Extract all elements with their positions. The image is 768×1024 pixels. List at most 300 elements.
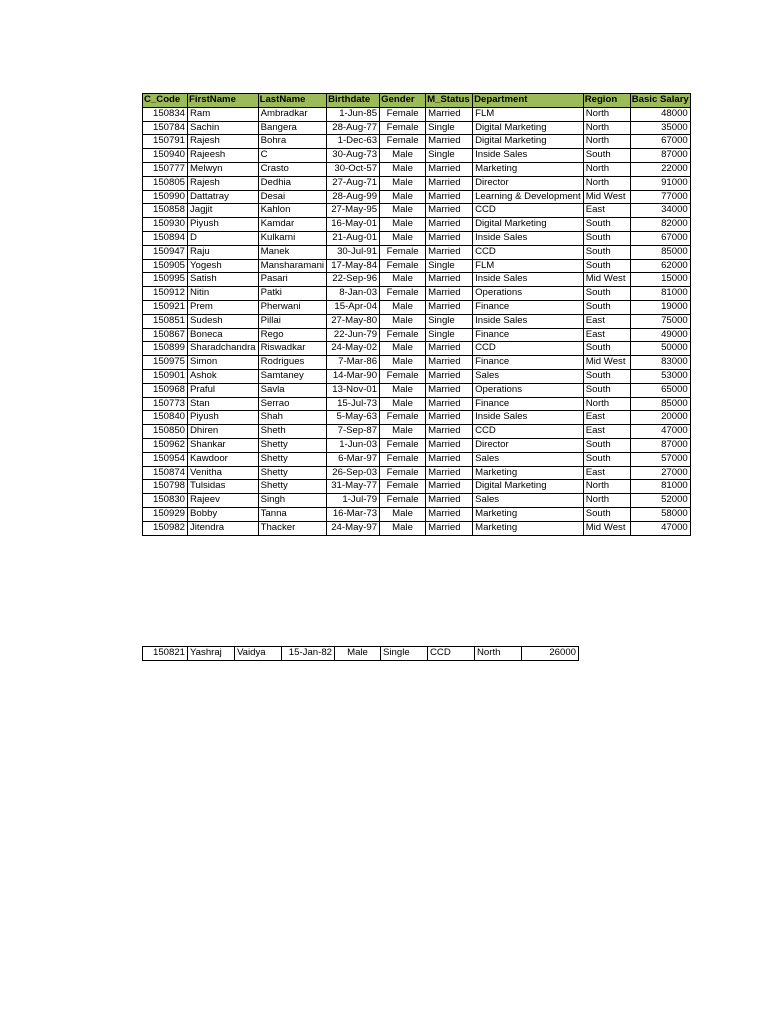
lastname-cell[interactable]: Manek: [258, 245, 326, 259]
gender-cell[interactable]: Female: [380, 135, 426, 149]
c-code-cell[interactable]: 150995: [143, 273, 188, 287]
m-status-cell[interactable]: Single: [426, 328, 473, 342]
firstname-cell[interactable]: Satish: [188, 273, 259, 287]
lastname-cell[interactable]: Mansharamani: [258, 259, 326, 273]
firstname-cell[interactable]: Yashraj: [188, 647, 235, 661]
birthdate-cell[interactable]: 17-May-84: [327, 259, 380, 273]
lastname-cell[interactable]: Samtaney: [258, 369, 326, 383]
birthdate-cell[interactable]: 7-Mar-86: [327, 356, 380, 370]
birthdate-cell[interactable]: 5-May-63: [327, 411, 380, 425]
birthdate-cell[interactable]: 16-May-01: [327, 218, 380, 232]
basic-salary-cell[interactable]: 67000: [630, 231, 690, 245]
firstname-cell[interactable]: Venitha: [188, 466, 259, 480]
gender-cell[interactable]: Female: [380, 259, 426, 273]
department-cell[interactable]: Finance: [473, 328, 584, 342]
c-code-cell[interactable]: 150874: [143, 466, 188, 480]
basic-salary-cell[interactable]: 81000: [630, 480, 690, 494]
basic-salary-cell[interactable]: 52000: [630, 494, 690, 508]
gender-cell[interactable]: Male: [380, 218, 426, 232]
department-cell[interactable]: Director: [473, 438, 584, 452]
m-status-cell[interactable]: Married: [426, 411, 473, 425]
basic-salary-cell[interactable]: 65000: [630, 383, 690, 397]
gender-cell[interactable]: Male: [380, 162, 426, 176]
department-cell[interactable]: CCD: [473, 245, 584, 259]
firstname-cell[interactable]: Dhiren: [188, 425, 259, 439]
lastname-cell[interactable]: Kulkarni: [258, 231, 326, 245]
region-cell[interactable]: North: [583, 121, 630, 135]
gender-cell[interactable]: Male: [380, 176, 426, 190]
gender-cell[interactable]: Male: [380, 231, 426, 245]
basic-salary-cell[interactable]: 50000: [630, 342, 690, 356]
birthdate-cell[interactable]: 1-Dec-63: [327, 135, 380, 149]
c-code-cell[interactable]: 150805: [143, 176, 188, 190]
m-status-cell[interactable]: Married: [426, 245, 473, 259]
gender-cell[interactable]: Female: [380, 328, 426, 342]
gender-cell[interactable]: Female: [380, 480, 426, 494]
basic-salary-cell[interactable]: 67000: [630, 135, 690, 149]
basic-salary-cell[interactable]: 27000: [630, 466, 690, 480]
c-code-cell[interactable]: 150858: [143, 204, 188, 218]
m-status-cell[interactable]: Married: [426, 273, 473, 287]
basic-salary-cell[interactable]: 77000: [630, 190, 690, 204]
gender-cell[interactable]: Male: [380, 397, 426, 411]
basic-salary-cell[interactable]: 82000: [630, 218, 690, 232]
column-header-firstname[interactable]: FirstName: [188, 94, 259, 108]
firstname-cell[interactable]: Tulsidas: [188, 480, 259, 494]
m-status-cell[interactable]: Married: [426, 369, 473, 383]
department-cell[interactable]: Director: [473, 176, 584, 190]
department-cell[interactable]: Marketing: [473, 466, 584, 480]
birthdate-cell[interactable]: 1-Jun-85: [327, 107, 380, 121]
firstname-cell[interactable]: Raju: [188, 245, 259, 259]
region-cell[interactable]: South: [583, 231, 630, 245]
m-status-cell[interactable]: Married: [426, 300, 473, 314]
lastname-cell[interactable]: Serrao: [258, 397, 326, 411]
gender-cell[interactable]: Male: [380, 190, 426, 204]
gender-cell[interactable]: Male: [380, 149, 426, 163]
firstname-cell[interactable]: Simon: [188, 356, 259, 370]
firstname-cell[interactable]: Rajesh: [188, 176, 259, 190]
gender-cell[interactable]: Female: [380, 369, 426, 383]
basic-salary-cell[interactable]: 75000: [630, 314, 690, 328]
gender-cell[interactable]: Male: [380, 300, 426, 314]
lastname-cell[interactable]: Kahlon: [258, 204, 326, 218]
region-cell[interactable]: South: [583, 245, 630, 259]
lastname-cell[interactable]: Pherwani: [258, 300, 326, 314]
firstname-cell[interactable]: Rajeesh: [188, 149, 259, 163]
c-code-cell[interactable]: 150929: [143, 507, 188, 521]
basic-salary-cell[interactable]: 57000: [630, 452, 690, 466]
column-header-lastname[interactable]: LastName: [258, 94, 326, 108]
c-code-cell[interactable]: 150851: [143, 314, 188, 328]
column-header-basic-salary[interactable]: Basic Salary: [630, 94, 690, 108]
lastname-cell[interactable]: Ambradkar: [258, 107, 326, 121]
firstname-cell[interactable]: Nitin: [188, 287, 259, 301]
m-status-cell[interactable]: Married: [426, 135, 473, 149]
gender-cell[interactable]: Female: [380, 107, 426, 121]
department-cell[interactable]: Inside Sales: [473, 314, 584, 328]
department-cell[interactable]: Inside Sales: [473, 273, 584, 287]
department-cell[interactable]: Marketing: [473, 507, 584, 521]
basic-salary-cell[interactable]: 62000: [630, 259, 690, 273]
lastname-cell[interactable]: Riswadkar: [258, 342, 326, 356]
department-cell[interactable]: Digital Marketing: [473, 135, 584, 149]
region-cell[interactable]: South: [583, 287, 630, 301]
basic-salary-cell[interactable]: 47000: [630, 425, 690, 439]
region-cell[interactable]: East: [583, 425, 630, 439]
region-cell[interactable]: South: [583, 383, 630, 397]
department-cell[interactable]: Finance: [473, 300, 584, 314]
birthdate-cell[interactable]: 30-Aug-73: [327, 149, 380, 163]
region-cell[interactable]: North: [583, 480, 630, 494]
department-cell[interactable]: Finance: [473, 397, 584, 411]
region-cell[interactable]: South: [583, 452, 630, 466]
lastname-cell[interactable]: Thacker: [258, 521, 326, 535]
c-code-cell[interactable]: 150930: [143, 218, 188, 232]
department-cell[interactable]: Marketing: [473, 162, 584, 176]
c-code-cell[interactable]: 150773: [143, 397, 188, 411]
gender-cell[interactable]: Female: [380, 494, 426, 508]
basic-salary-cell[interactable]: 19000: [630, 300, 690, 314]
lastname-cell[interactable]: Bohra: [258, 135, 326, 149]
birthdate-cell[interactable]: 16-Mar-73: [327, 507, 380, 521]
c-code-cell[interactable]: 150899: [143, 342, 188, 356]
gender-cell[interactable]: Male: [380, 342, 426, 356]
department-cell[interactable]: Sales: [473, 452, 584, 466]
basic-salary-cell[interactable]: 22000: [630, 162, 690, 176]
m-status-cell[interactable]: Married: [426, 287, 473, 301]
column-header-m-status[interactable]: M_Status: [426, 94, 473, 108]
department-cell[interactable]: Digital Marketing: [473, 480, 584, 494]
m-status-cell[interactable]: Married: [426, 397, 473, 411]
department-cell[interactable]: Digital Marketing: [473, 218, 584, 232]
birthdate-cell[interactable]: 22-Jun-79: [327, 328, 380, 342]
firstname-cell[interactable]: Sudesh: [188, 314, 259, 328]
region-cell[interactable]: North: [583, 107, 630, 121]
basic-salary-cell[interactable]: 35000: [630, 121, 690, 135]
c-code-cell[interactable]: 150798: [143, 480, 188, 494]
region-cell[interactable]: East: [583, 314, 630, 328]
region-cell[interactable]: South: [583, 342, 630, 356]
lastname-cell[interactable]: Shetty: [258, 452, 326, 466]
firstname-cell[interactable]: Sachin: [188, 121, 259, 135]
birthdate-cell[interactable]: 31-May-77: [327, 480, 380, 494]
gender-cell[interactable]: Female: [380, 452, 426, 466]
c-code-cell[interactable]: 150982: [143, 521, 188, 535]
m-status-cell[interactable]: Single: [426, 149, 473, 163]
c-code-cell[interactable]: 150975: [143, 356, 188, 370]
c-code-cell[interactable]: 150962: [143, 438, 188, 452]
c-code-cell[interactable]: 150990: [143, 190, 188, 204]
gender-cell[interactable]: Male: [380, 507, 426, 521]
m-status-cell[interactable]: Married: [426, 342, 473, 356]
lastname-cell[interactable]: Desai: [258, 190, 326, 204]
gender-cell[interactable]: Female: [380, 245, 426, 259]
c-code-cell[interactable]: 150901: [143, 369, 188, 383]
department-cell[interactable]: CCD: [473, 204, 584, 218]
c-code-cell[interactable]: 150821: [143, 647, 188, 661]
c-code-cell[interactable]: 150894: [143, 231, 188, 245]
region-cell[interactable]: Mid West: [583, 356, 630, 370]
basic-salary-cell[interactable]: 34000: [630, 204, 690, 218]
birthdate-cell[interactable]: 30-Oct-57: [327, 162, 380, 176]
birthdate-cell[interactable]: 1-Jun-03: [327, 438, 380, 452]
birthdate-cell[interactable]: 24-May-02: [327, 342, 380, 356]
firstname-cell[interactable]: Jitendra: [188, 521, 259, 535]
department-cell[interactable]: Inside Sales: [473, 231, 584, 245]
lastname-cell[interactable]: Rego: [258, 328, 326, 342]
department-cell[interactable]: FLM: [473, 107, 584, 121]
c-code-cell[interactable]: 150784: [143, 121, 188, 135]
birthdate-cell[interactable]: 1-Jul-79: [327, 494, 380, 508]
department-cell[interactable]: CCD: [428, 647, 475, 661]
region-cell[interactable]: East: [583, 411, 630, 425]
firstname-cell[interactable]: Boneca: [188, 328, 259, 342]
lastname-cell[interactable]: Shetty: [258, 466, 326, 480]
m-status-cell[interactable]: Married: [426, 204, 473, 218]
basic-salary-cell[interactable]: 53000: [630, 369, 690, 383]
region-cell[interactable]: North: [583, 176, 630, 190]
region-cell[interactable]: South: [583, 507, 630, 521]
birthdate-cell[interactable]: 7-Sep-87: [327, 425, 380, 439]
gender-cell[interactable]: Male: [380, 383, 426, 397]
m-status-cell[interactable]: Single: [381, 647, 428, 661]
basic-salary-cell[interactable]: 83000: [630, 356, 690, 370]
region-cell[interactable]: South: [583, 300, 630, 314]
c-code-cell[interactable]: 150830: [143, 494, 188, 508]
basic-salary-cell[interactable]: 48000: [630, 107, 690, 121]
c-code-cell[interactable]: 150850: [143, 425, 188, 439]
lastname-cell[interactable]: Dedhia: [258, 176, 326, 190]
c-code-cell[interactable]: 150954: [143, 452, 188, 466]
department-cell[interactable]: Digital Marketing: [473, 121, 584, 135]
gender-cell[interactable]: Male: [380, 356, 426, 370]
firstname-cell[interactable]: Melwyn: [188, 162, 259, 176]
column-header-c-code[interactable]: C_Code: [143, 94, 188, 108]
firstname-cell[interactable]: Piyush: [188, 411, 259, 425]
firstname-cell[interactable]: Ashok: [188, 369, 259, 383]
region-cell[interactable]: Mid West: [583, 190, 630, 204]
firstname-cell[interactable]: Yogesh: [188, 259, 259, 273]
department-cell[interactable]: Sales: [473, 369, 584, 383]
department-cell[interactable]: Operations: [473, 383, 584, 397]
m-status-cell[interactable]: Married: [426, 466, 473, 480]
column-header-birthdate[interactable]: Birthdate: [327, 94, 380, 108]
region-cell[interactable]: South: [583, 259, 630, 273]
region-cell[interactable]: North: [583, 397, 630, 411]
m-status-cell[interactable]: Single: [426, 314, 473, 328]
birthdate-cell[interactable]: 15-Jul-73: [327, 397, 380, 411]
basic-salary-cell[interactable]: 26000: [522, 647, 579, 661]
firstname-cell[interactable]: Kawdoor: [188, 452, 259, 466]
department-cell[interactable]: Operations: [473, 287, 584, 301]
lastname-cell[interactable]: Crasto: [258, 162, 326, 176]
firstname-cell[interactable]: Rajeev: [188, 494, 259, 508]
firstname-cell[interactable]: Sharadchandra: [188, 342, 259, 356]
m-status-cell[interactable]: Married: [426, 507, 473, 521]
firstname-cell[interactable]: Jagjit: [188, 204, 259, 218]
firstname-cell[interactable]: Bobby: [188, 507, 259, 521]
birthdate-cell[interactable]: 14-Mar-90: [327, 369, 380, 383]
column-header-region[interactable]: Region: [583, 94, 630, 108]
lastname-cell[interactable]: Singh: [258, 494, 326, 508]
m-status-cell[interactable]: Married: [426, 494, 473, 508]
birthdate-cell[interactable]: 27-May-80: [327, 314, 380, 328]
gender-cell[interactable]: Female: [380, 466, 426, 480]
c-code-cell[interactable]: 150777: [143, 162, 188, 176]
department-cell[interactable]: Marketing: [473, 521, 584, 535]
firstname-cell[interactable]: Piyush: [188, 218, 259, 232]
basic-salary-cell[interactable]: 91000: [630, 176, 690, 190]
m-status-cell[interactable]: Married: [426, 107, 473, 121]
lastname-cell[interactable]: Patki: [258, 287, 326, 301]
basic-salary-cell[interactable]: 58000: [630, 507, 690, 521]
c-code-cell[interactable]: 150840: [143, 411, 188, 425]
basic-salary-cell[interactable]: 87000: [630, 149, 690, 163]
birthdate-cell[interactable]: 21-Aug-01: [327, 231, 380, 245]
lastname-cell[interactable]: Bangera: [258, 121, 326, 135]
region-cell[interactable]: Mid West: [583, 273, 630, 287]
m-status-cell[interactable]: Married: [426, 521, 473, 535]
gender-cell[interactable]: Male: [380, 425, 426, 439]
basic-salary-cell[interactable]: 20000: [630, 411, 690, 425]
region-cell[interactable]: East: [583, 328, 630, 342]
c-code-cell[interactable]: 150968: [143, 383, 188, 397]
m-status-cell[interactable]: Married: [426, 218, 473, 232]
basic-salary-cell[interactable]: 47000: [630, 521, 690, 535]
firstname-cell[interactable]: Shankar: [188, 438, 259, 452]
lastname-cell[interactable]: Rodrigues: [258, 356, 326, 370]
m-status-cell[interactable]: Married: [426, 480, 473, 494]
firstname-cell[interactable]: Ram: [188, 107, 259, 121]
lastname-cell[interactable]: Shah: [258, 411, 326, 425]
m-status-cell[interactable]: Married: [426, 383, 473, 397]
firstname-cell[interactable]: Stan: [188, 397, 259, 411]
c-code-cell[interactable]: 150791: [143, 135, 188, 149]
m-status-cell[interactable]: Married: [426, 190, 473, 204]
lastname-cell[interactable]: Savla: [258, 383, 326, 397]
birthdate-cell[interactable]: 28-Aug-77: [327, 121, 380, 135]
birthdate-cell[interactable]: 15-Jan-82: [282, 647, 335, 661]
birthdate-cell[interactable]: 22-Sep-96: [327, 273, 380, 287]
column-header-gender[interactable]: Gender: [380, 94, 426, 108]
gender-cell[interactable]: Male: [380, 204, 426, 218]
c-code-cell[interactable]: 150905: [143, 259, 188, 273]
lastname-cell[interactable]: Sheth: [258, 425, 326, 439]
birthdate-cell[interactable]: 27-May-95: [327, 204, 380, 218]
basic-salary-cell[interactable]: 49000: [630, 328, 690, 342]
gender-cell[interactable]: Female: [380, 411, 426, 425]
region-cell[interactable]: South: [583, 218, 630, 232]
birthdate-cell[interactable]: 8-Jan-03: [327, 287, 380, 301]
extra-table-body: [143, 647, 579, 661]
m-status-cell[interactable]: Married: [426, 425, 473, 439]
lastname-cell[interactable]: Pasari: [258, 273, 326, 287]
department-cell[interactable]: Inside Sales: [473, 411, 584, 425]
firstname-cell[interactable]: Rajesh: [188, 135, 259, 149]
firstname-cell[interactable]: Dattatray: [188, 190, 259, 204]
gender-cell[interactable]: Male: [380, 314, 426, 328]
m-status-cell[interactable]: Married: [426, 162, 473, 176]
lastname-cell[interactable]: Shetty: [258, 438, 326, 452]
department-cell[interactable]: Inside Sales: [473, 149, 584, 163]
basic-salary-cell[interactable]: 15000: [630, 273, 690, 287]
birthdate-cell[interactable]: 28-Aug-99: [327, 190, 380, 204]
basic-salary-cell[interactable]: 81000: [630, 287, 690, 301]
m-status-cell[interactable]: Married: [426, 452, 473, 466]
department-cell[interactable]: Learning & Development: [473, 190, 584, 204]
gender-cell[interactable]: Male: [335, 647, 381, 661]
department-cell[interactable]: CCD: [473, 342, 584, 356]
firstname-cell[interactable]: Prem: [188, 300, 259, 314]
birthdate-cell[interactable]: 6-Mar-97: [327, 452, 380, 466]
region-cell[interactable]: South: [583, 438, 630, 452]
gender-cell[interactable]: Male: [380, 521, 426, 535]
lastname-cell[interactable]: Tanna: [258, 507, 326, 521]
m-status-cell[interactable]: Married: [426, 356, 473, 370]
basic-salary-cell[interactable]: 85000: [630, 397, 690, 411]
m-status-cell[interactable]: Married: [426, 438, 473, 452]
birthdate-cell[interactable]: 24-May-97: [327, 521, 380, 535]
birthdate-cell[interactable]: 27-Aug-71: [327, 176, 380, 190]
c-code-cell[interactable]: 150912: [143, 287, 188, 301]
firstname-cell[interactable]: Praful: [188, 383, 259, 397]
c-code-cell[interactable]: 150834: [143, 107, 188, 121]
birthdate-cell[interactable]: 15-Apr-04: [327, 300, 380, 314]
region-cell[interactable]: North: [583, 494, 630, 508]
region-cell[interactable]: East: [583, 204, 630, 218]
lastname-cell[interactable]: Shetty: [258, 480, 326, 494]
birthdate-cell[interactable]: 26-Sep-03: [327, 466, 380, 480]
department-cell[interactable]: Finance: [473, 356, 584, 370]
gender-cell[interactable]: Female: [380, 287, 426, 301]
c-code-cell[interactable]: 150921: [143, 300, 188, 314]
region-cell[interactable]: East: [583, 466, 630, 480]
region-cell[interactable]: South: [583, 369, 630, 383]
firstname-cell[interactable]: D: [188, 231, 259, 245]
department-cell[interactable]: Sales: [473, 494, 584, 508]
birthdate-cell[interactable]: 13-Nov-01: [327, 383, 380, 397]
m-status-cell[interactable]: Single: [426, 121, 473, 135]
table-row: [143, 245, 691, 259]
basic-salary-cell[interactable]: 87000: [630, 438, 690, 452]
c-code-cell[interactable]: 150940: [143, 149, 188, 163]
basic-salary-cell[interactable]: 85000: [630, 245, 690, 259]
department-cell[interactable]: FLM: [473, 259, 584, 273]
birthdate-cell[interactable]: 30-Jul-91: [327, 245, 380, 259]
region-cell[interactable]: North: [583, 162, 630, 176]
table-row: [143, 328, 691, 342]
lastname-cell[interactable]: Pillai: [258, 314, 326, 328]
column-header-department[interactable]: Department: [473, 94, 584, 108]
m-status-cell[interactable]: Married: [426, 176, 473, 190]
department-cell[interactable]: CCD: [473, 425, 584, 439]
region-cell[interactable]: South: [583, 149, 630, 163]
region-cell[interactable]: North: [583, 135, 630, 149]
c-code-cell[interactable]: 150867: [143, 328, 188, 342]
m-status-cell[interactable]: Married: [426, 231, 473, 245]
region-cell[interactable]: North: [475, 647, 522, 661]
lastname-cell[interactable]: C: [258, 149, 326, 163]
c-code-cell[interactable]: 150947: [143, 245, 188, 259]
gender-cell[interactable]: Male: [380, 273, 426, 287]
gender-cell[interactable]: Female: [380, 121, 426, 135]
lastname-cell[interactable]: Kamdar: [258, 218, 326, 232]
lastname-cell[interactable]: Vaidya: [235, 647, 282, 661]
gender-cell[interactable]: Female: [380, 438, 426, 452]
region-cell[interactable]: Mid West: [583, 521, 630, 535]
m-status-cell[interactable]: Single: [426, 259, 473, 273]
